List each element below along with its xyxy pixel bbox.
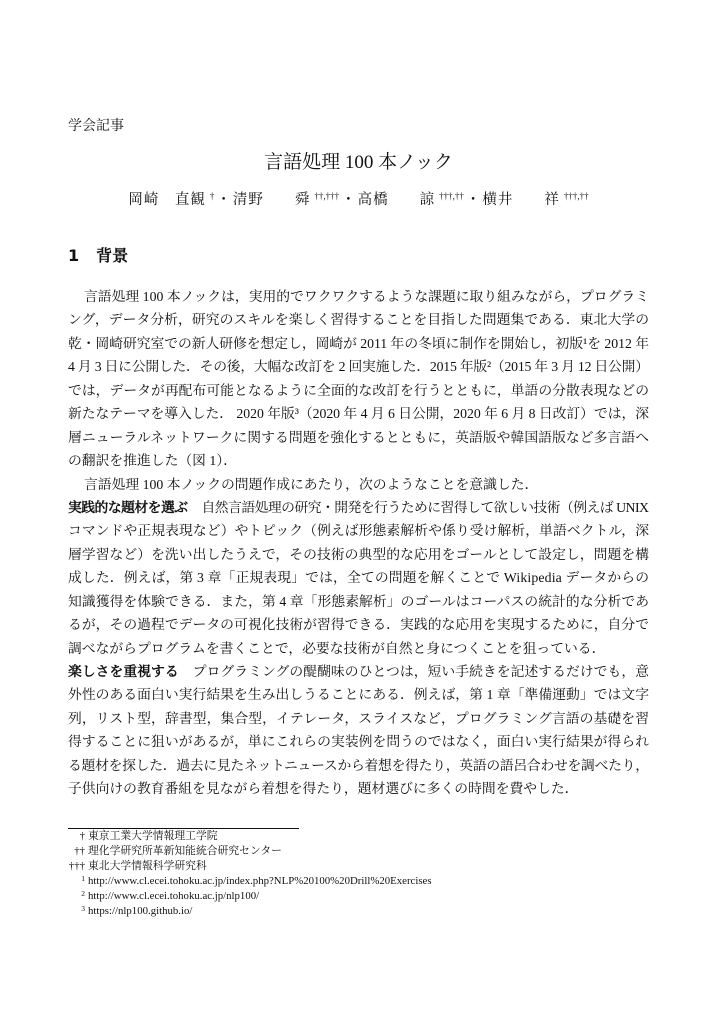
text-line bbox=[68, 707, 649, 730]
text-line bbox=[68, 379, 649, 402]
text-line-content: 層ニューラルネットワークに関する問題を強化するとともに，英語版や韓国語版など多言語へ bbox=[68, 429, 650, 445]
text-line bbox=[68, 473, 649, 496]
text-line-content: 言語処理 100 本ノックは，実用的でワクワクするような課題に取り組みながら，プログラミ bbox=[84, 289, 649, 304]
footnote-url: http://www.cl.ecei.tohoku.ac.jp/index.php?NLP%20100%20Drill%20Exercises bbox=[88, 875, 432, 887]
author-name: 高橋 諒 bbox=[357, 192, 436, 208]
author-affiliation-mark: ††,††† bbox=[314, 191, 340, 201]
text-line bbox=[68, 637, 649, 660]
url-footnote bbox=[68, 874, 649, 889]
paragraph bbox=[68, 496, 649, 660]
text-line bbox=[68, 730, 649, 753]
affiliation-footnote bbox=[68, 844, 649, 859]
paragraph bbox=[68, 473, 649, 496]
section-heading bbox=[68, 245, 128, 267]
text-line-content: 層学習など）を洗い出したうえで，その技術の典型的な応用をゴールとして設定し，問題を構 bbox=[68, 546, 650, 562]
text-line-rest: 自然言語処理の研究・開発を行うために習得して欲しい技術（例えば UNIX bbox=[201, 499, 649, 515]
text-line-content bbox=[68, 496, 649, 520]
text-line-content: 外性のある面白い実行結果を生み出しうることにある．例えば，第 1 章「準備運動」では文字 bbox=[68, 687, 650, 703]
body-text bbox=[68, 285, 649, 801]
paragraph-lead-term: 実践的な題材を選ぶ bbox=[68, 499, 188, 516]
text-line-content: 子供向けの教育番組を見ながら着想を得たり，題材選びに多くの時間を費やした． bbox=[68, 781, 579, 797]
author bbox=[482, 192, 588, 208]
footnote-mark: † bbox=[79, 830, 85, 842]
footnote-number: 2 bbox=[81, 889, 85, 898]
text-line-content: 知識獲得を体験できる．また，第 4 章「形態素解析」のゴールはコーパスの統計的な分析であ bbox=[68, 593, 650, 609]
text-line-content: 成した．例えば，第 3 章「正規表現」では，全ての問題を解くことで Wikipedia データからの bbox=[68, 570, 650, 586]
text-line bbox=[68, 308, 649, 331]
footnote-number: 1 bbox=[81, 874, 85, 883]
text-line bbox=[68, 777, 649, 800]
text-line-content: 4 月 3 日に公開した．その後，大幅な改訂を 2 回実施した．2015 年版²（2015 年 3 月 12 日公開） bbox=[68, 359, 649, 375]
author-list bbox=[0, 190, 717, 211]
text-line bbox=[68, 449, 649, 472]
text-line bbox=[68, 332, 649, 355]
author-separator: ・ bbox=[216, 192, 231, 208]
author bbox=[233, 192, 339, 208]
text-line-content: るが，その過程でデータの可視化技術が習得できる．実践的な応用を実現するために，自分で bbox=[68, 617, 650, 633]
footnotes bbox=[68, 829, 649, 919]
paragraph bbox=[68, 285, 649, 473]
article-category: 学会記事 bbox=[68, 119, 124, 134]
text-line-content: では，データが再配布可能となるように全面的な改訂を行うとともに，単語の分散表現などの bbox=[68, 382, 650, 398]
affiliation-footnote bbox=[68, 829, 649, 844]
text-line bbox=[68, 613, 649, 636]
url-footnote bbox=[68, 904, 649, 919]
text-line-content: 言語処理 100 本ノックの問題作成にあたり，次のようなことを意識した． bbox=[84, 476, 539, 492]
text-line bbox=[68, 519, 649, 542]
author-affiliation-mark: † bbox=[209, 191, 215, 201]
text-line bbox=[68, 496, 649, 519]
author-name: 横井 祥 bbox=[482, 192, 560, 208]
footnote-text: 理化学研究所革新知能統合研究センター bbox=[88, 845, 282, 857]
text-line-content: ング，データ分析，研究のスキルを楽しく習得することを目指した問題集である．東北大学の bbox=[68, 312, 650, 328]
text-line-content: る題材を探した．過去に見たネットニュースから着想を得たり，英語の語呂合わせを調べたり， bbox=[68, 757, 649, 773]
footnote-text: 東京工業大学情報理工学院 bbox=[88, 830, 218, 842]
text-line-content: 調べながらプログラムを書くことで，必要な技術が自然と身につくことを狙っている． bbox=[68, 640, 606, 656]
section-title: 背景 bbox=[96, 246, 129, 265]
author-affiliation-mark: †††,†† bbox=[563, 191, 589, 201]
footnote-url: http://www.cl.ecei.tohoku.ac.jp/nlp100/ bbox=[88, 890, 260, 902]
text-line-content: 列，リスト型，辞書型，集合型，イテレータ，スライスなど，プログラミング言語の基礎を習 bbox=[68, 710, 650, 726]
text-line-content: 乾・岡崎研究室での新人研修を想定し，岡崎が 2011 年の冬頃に制作を開始し，初版¹を 2012 年 bbox=[68, 335, 649, 351]
section-number: 1 bbox=[68, 246, 80, 265]
text-line-content: の翻訳を推進した（図 1）． bbox=[68, 453, 238, 469]
text-line bbox=[68, 402, 649, 425]
text-line bbox=[68, 754, 649, 777]
author-separator: ・ bbox=[465, 192, 481, 208]
paper-title: 言語処理 100 本ノック bbox=[264, 152, 453, 173]
footnote-text: 東北大学情報科学研究科 bbox=[88, 860, 207, 872]
text-line-content: 新たなテーマを導入した． 2020 年版³（2020 年 4 月 6 日公開，2020 年 6 月 8 日改訂）では，深 bbox=[68, 406, 649, 422]
footnote-number: 3 bbox=[81, 904, 85, 913]
paragraph-lead-term: 楽しさを重視する bbox=[68, 664, 179, 680]
author-affiliation-mark: †††,†† bbox=[439, 191, 464, 201]
author-name: 清野 舜 bbox=[232, 192, 311, 208]
text-line-content: コマンドや正規表現など）やトピック（例えば形態素解析や係り受け解析，単語ベクトル，深 bbox=[68, 523, 650, 539]
author bbox=[128, 192, 214, 208]
text-line-content bbox=[68, 660, 649, 684]
text-line bbox=[68, 355, 649, 378]
footnote-mark: †† bbox=[74, 845, 85, 857]
author-name: 岡崎 直観 bbox=[128, 192, 206, 208]
affiliation-footnote bbox=[68, 859, 649, 874]
text-line bbox=[68, 285, 649, 308]
author bbox=[358, 192, 464, 208]
url-footnote bbox=[68, 889, 649, 904]
text-line bbox=[68, 683, 649, 706]
text-line bbox=[68, 543, 649, 566]
author-separator: ・ bbox=[341, 192, 356, 208]
text-line bbox=[68, 426, 649, 449]
footnote-url: https://nlp100.github.io/ bbox=[88, 905, 193, 917]
text-line bbox=[68, 590, 649, 613]
text-line bbox=[68, 566, 649, 589]
text-line-content: 得することに狙いがあるが，単にこれらの実装例を問うのではなく，面白い実行結果が得られ bbox=[68, 734, 650, 750]
text-line bbox=[68, 660, 649, 683]
footnote-mark: ††† bbox=[68, 860, 85, 872]
text-line-rest: プログラミングの醍醐味のひとつは，短い手続きを記述するだけでも，意 bbox=[192, 664, 650, 679]
paragraph bbox=[68, 660, 649, 801]
